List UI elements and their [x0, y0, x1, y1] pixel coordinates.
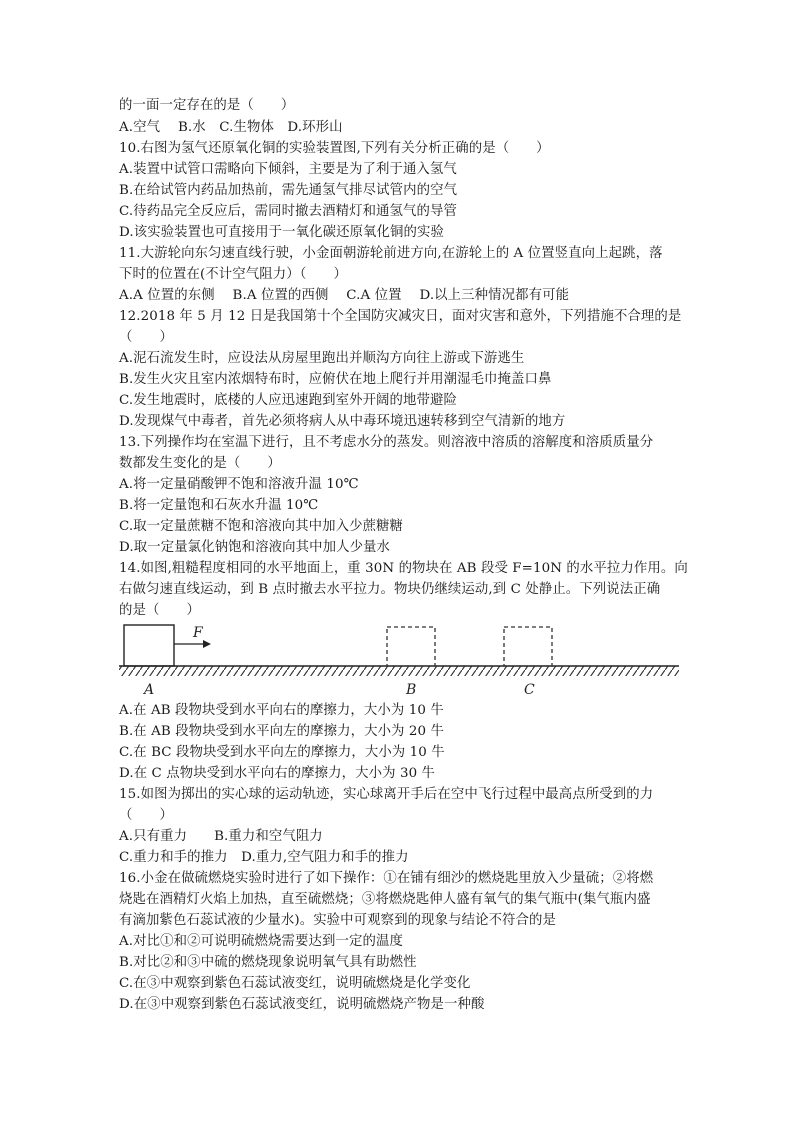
text-line: C.重力和手的推力 D.重力,空气阻力和手的推力	[119, 850, 409, 865]
block-at-c	[504, 627, 552, 666]
text-line: C.取一定量蔗糖不饱和溶液向其中加入少蔗糖糖	[119, 519, 404, 534]
text-line: A.A 位置的东侧 B.A 位置的西侧 C.A 位置 D.以上三种情况都有可能	[119, 288, 570, 303]
text-line: B.将一定量饱和石灰水升温 10℃	[119, 498, 319, 513]
text-line: 13.下列操作均在室温下进行，且不考虑水分的蒸发。则溶液中溶质的溶解度和溶质质量分	[119, 435, 654, 450]
text-line: D.该实验装置也可直接用于一氧化碳还原氧化铜的实验	[119, 225, 444, 240]
text-line: D.在③中观察到紫色石蕊试液变红，说明硫燃烧产物是一种酸	[119, 997, 485, 1012]
text-line: 的一面一定存在的是（ ）	[119, 98, 295, 113]
text-line: （ ）	[119, 808, 173, 823]
text-line: C.在③中观察到紫色石蕊试液变红，说明硫燃烧是化学变化	[119, 976, 471, 991]
text-line: A.空气 B.水 C.生物体 D.环形山	[119, 120, 343, 135]
force-arrowhead	[203, 640, 211, 648]
text-line: C.在 BC 段物块受到水平向左的摩擦力，大小为 10 牛	[119, 745, 445, 760]
point-b-label: B	[406, 682, 417, 698]
text-line: B.对比②和③中硫的燃烧现象说明氧气具有助燃性	[119, 955, 417, 970]
text-line: 烧匙在酒精灯火焰上加热，直至硫燃烧；③将燃烧匙伸人盛有氧气的集气瓶中(集气瓶内盛	[119, 892, 651, 907]
point-a-label: A	[144, 682, 155, 698]
text-line: 12.2018 年 5 月 12 日是我国第十个全国防灾减灾日，面对灾害和意外，下列措施不合理的是	[119, 309, 682, 324]
text-line: 右做匀速直线运动，到 B 点时撤去水平拉力。物块仍继续运动,到 C 处静止。下列说法正确	[119, 582, 661, 597]
text-line: A.将一定量硝酸钾不饱和溶液升温 10℃	[119, 477, 359, 492]
text-line: B.在 AB 段物块受到水平向左的摩擦力，大小为 20 牛	[119, 724, 444, 739]
text-line: 16.小金在做硫燃烧实验时进行了如下操作：①在铺有细沙的燃烧匙里放入少量硫；②将燃	[119, 871, 654, 886]
text-line: C.发生地震时，底楼的人应迅速跑到室外开阔的地带避险	[119, 393, 457, 408]
text-line: B.发生火灾且室内浓烟特布时，应俯伏在地上爬行并用潮湿毛巾掩盖口鼻	[119, 372, 552, 387]
text-line: A.只有重力 B.重力和空气阻力	[119, 829, 323, 844]
text-line: （ ）	[119, 330, 173, 345]
text-line: C.待药品完全反应后，需同时撤去酒精灯和通氢气的导管	[119, 204, 457, 219]
text-line: 下时的位置在(不计空气阻力）（ ）	[119, 267, 347, 282]
text-line: 数都发生变化的是（ ）	[119, 456, 281, 471]
text-line: D.发现煤气中毒者，首先必须将病人从中毒环境迅速转移到空气清新的地方	[119, 414, 566, 429]
text-line: 14.如图,粗糙程度相同的水平地面上，重 30N 的物块在 AB 段受 F=10N 的水平拉力作用。向	[119, 561, 688, 576]
force-label: F	[193, 625, 203, 641]
text-line: 11.大游轮向东匀速直线行驶，小金面朝游轮前进方向,在游轮上的 A 位置竖直向上起跳，落	[119, 246, 663, 261]
friction-diagram	[119, 620, 679, 702]
point-c-label: C	[524, 682, 535, 698]
text-line: A.泥石流发生时，应设法从房屋里跑出并顺沟方向往上游或下游逃生	[119, 351, 525, 366]
text-line: 10.右图为氢气还原氧化铜的实验装置图,下列有关分析正确的是（ ）	[119, 141, 550, 156]
block-at-a	[124, 625, 174, 666]
block-at-b	[387, 627, 435, 666]
text-line: B.在给试管内药品加热前，需先通氢气排尽试管内的空气	[119, 183, 458, 198]
text-line: D.在 C 点物块受到水平向右的摩擦力，大小为 30 牛	[119, 766, 436, 781]
text-line: D.取一定量氯化钠饱和溶液向其中加人少量水	[119, 540, 391, 555]
text-line: A.装置中试管口需略向下倾斜，主要是为了利于通入氢气	[119, 162, 457, 177]
text-line: A.在 AB 段物块受到水平向右的摩擦力，大小为 10 牛	[119, 703, 444, 718]
text-line: A.对比①和②可说明硫燃烧需要达到一定的温度	[119, 934, 403, 949]
ground-hatching	[119, 666, 679, 676]
text-line: 的是（ ）	[119, 603, 200, 618]
text-line: 有滴加紫色石蕊试液的少量水)。实验中可观察到的现象与结论不符合的是	[119, 913, 557, 928]
text-line: 15.如图为掷出的实心球的运动轨迹，实心球离开手后在空中飞行过程中最高点所受到的力	[119, 787, 654, 802]
